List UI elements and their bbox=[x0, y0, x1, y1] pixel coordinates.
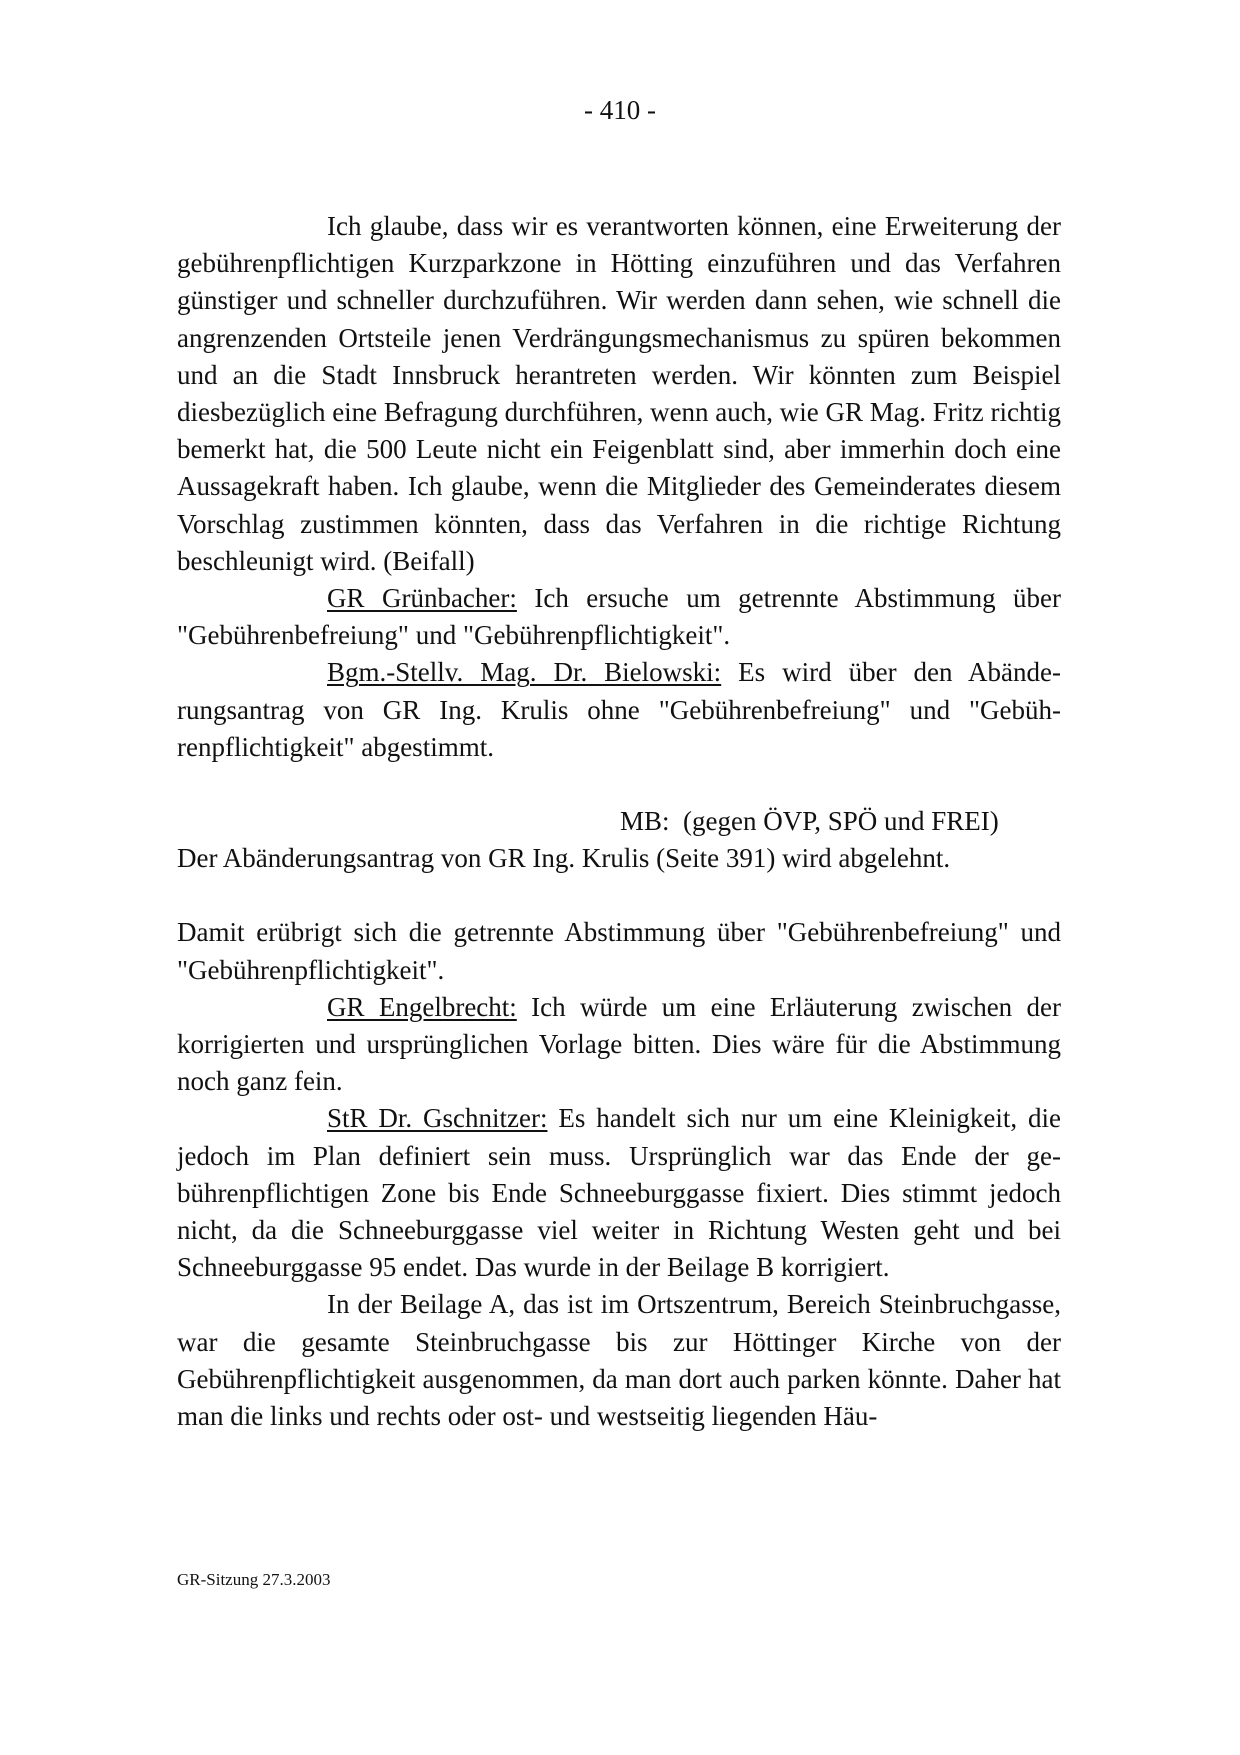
footer-session-date: GR-Sitzung 27.3.2003 bbox=[177, 1570, 331, 1589]
paragraph-bielowski bbox=[177, 654, 1061, 766]
speaker-name: StR Dr. Gschnitzer: bbox=[327, 1103, 548, 1134]
document-body bbox=[177, 208, 1061, 1435]
vote-result-majority: MB: (gegen ÖVP, SPÖ und FREI) bbox=[620, 806, 999, 837]
paragraph-gschnitzer bbox=[177, 1100, 1061, 1286]
spacer bbox=[177, 877, 1061, 914]
speech-text: Ich ersuche um getrennte Abstimmung über "Gebührenbefreiung" und "Gebührenpflichtigkeit". bbox=[177, 583, 1061, 651]
speech-text: Es wird über den Abänderungsantrag von GR Ing. Krulis ohne "Gebührenbefreiung" und "Gebührenpflichtigkeit" abgestimmt. bbox=[177, 657, 1061, 762]
speech-text: Es handelt sich nur um eine Kleinigkeit, die jedoch im Plan definiert sein muss. Ursprünglich war das Ende der gebührenpflichtigen Zone bis Ende Schneeburggasse fixiert. Dies stimmt jedoch nicht, da die Schneeburggasse viel weiter in Richtung Westen geht und bei Schneeburggasse 95 endet. Das wurde in der Beilage B korrigiert. bbox=[177, 1103, 1062, 1283]
speech-text: Ich würde um eine Erläuterung zwischen der korrigierten und ursprünglichen Vorlage bitten. Dies wäre für die Abstimmung noch ganz fein. bbox=[177, 991, 1061, 1097]
paragraph-consequence: Damit erübrigt sich die getrennte Abstimmung über "Gebührenbefreiung" und "Gebührenpflichtigkeit". bbox=[177, 917, 1061, 985]
speaker-name: GR Engelbrecht: bbox=[327, 991, 517, 1022]
paragraph-speech-continuation: Ich glaube, dass wir es verantworten können, eine Erweiterung der gebührenpflichtigen Kurzparkzone in Hötting einzuführen und das Verfahren günstiger und schneller durchzuführen. Wir werden dann sehen, wie schnell die angrenzenden Ortsteile jenen Verdrängungsmechanismus zu spüren bekommen und an die Stadt Innsbruck herantreten werden. Wir könnten zum Beispiel diesbezüglich eine Befragung durchführen, wenn auch, wie GR Mag. Fritz richtig bemerkt hat, die 500 Leute nicht ein Feigenblatt sind, aber immerhin doch eine Aussagekraft haben. Ich glaube, wenn die Mitglieder des Gemeinderates diesem Vorschlag zustimmen könnten, dass das Verfahren in die richtige Richtung beschleunigt wird. (Beifall) bbox=[177, 211, 1061, 576]
paragraph-engelbrecht bbox=[177, 989, 1061, 1101]
speaker-name: Bgm.-Stellv. Mag. Dr. Bielowski: bbox=[327, 657, 722, 688]
vote-result-statement: Der Abänderungsantrag von GR Ing. Krulis (Seite 391) wird abgelehnt. bbox=[177, 843, 951, 874]
speaker-name: GR Grünbacher: bbox=[327, 583, 517, 614]
paragraph-grunbacher bbox=[177, 580, 1061, 654]
page-number: - 410 - bbox=[584, 95, 656, 125]
paragraph-beilage-a: In der Beilage A, das ist im Ortszentrum, Bereich Steinbruchgasse, war die gesamte Steinbruchgasse bis zur Höttinger Kirche von der Gebührenpflichtigkeit ausgenommen, da man dort auch parken könnte. Daher hat man die links und rechts oder ost- und westseitig liegenden Häu- bbox=[177, 1289, 1061, 1432]
